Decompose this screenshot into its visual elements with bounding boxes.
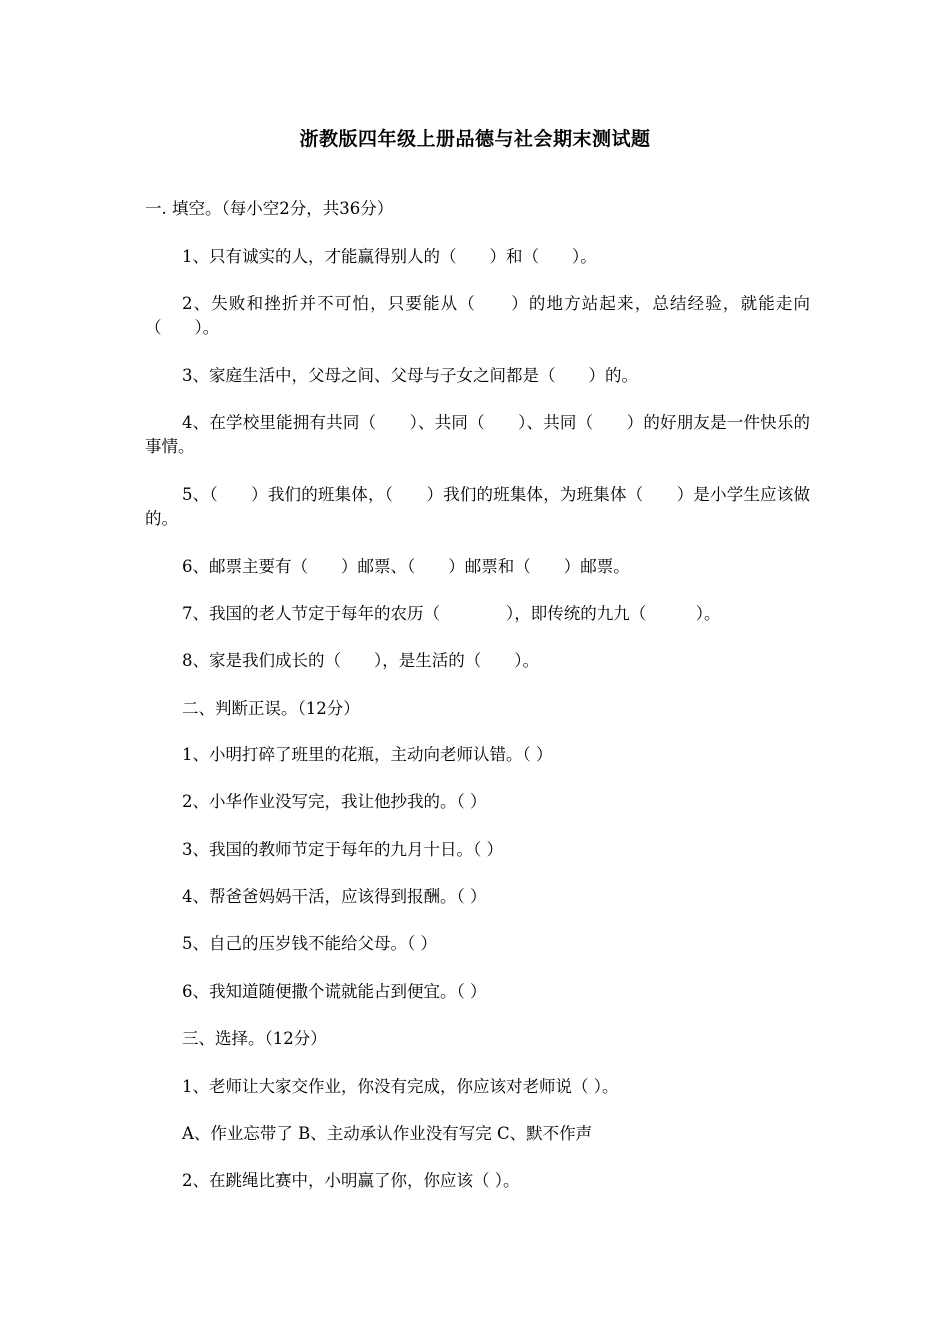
section-heading-fill-in: 一. 填空。（每小空2分，共36分） (145, 199, 394, 218)
question-fill-3: 3、家庭生活中，父母之间、父母与子女之间都是（ ）的。 (182, 366, 638, 385)
question-judge-5: 5、自己的压岁钱不能给父母。（ ） (182, 934, 437, 953)
question-choice-2: 2、在跳绳比赛中，小明赢了你，你应该（ ）。 (182, 1171, 520, 1190)
section-heading-true-false: 二、判断正误。（12分） (182, 699, 360, 718)
question-fill-6: 6、邮票主要有（ ）邮票、（ ）邮票和（ ）邮票。 (182, 557, 630, 576)
question-judge-2: 2、小华作业没写完，我让他抄我的。（ ） (182, 792, 487, 811)
question-fill-5: 5、（ ）我们的班集体，（ ）我们的班集体，为班集体（ ）是小学生应该做的。 (145, 485, 810, 528)
document-title: 浙教版四年级上册品德与社会期末测试题 (299, 128, 651, 150)
question-judge-6: 6、我知道随便撒个谎就能占到便宜。（ ） (182, 982, 487, 1001)
question-fill-8: 8、家是我们成长的（ ），是生活的（ ）。 (182, 651, 539, 670)
question-fill-7: 7、我国的老人节定于每年的农历（ ），即传统的九九（ ）。 (182, 604, 721, 623)
question-choice-1: 1、老师让大家交作业，你没有完成，你应该对老师说（ ）。 (182, 1077, 619, 1096)
section-heading-choice: 三、选择。（12分） (182, 1029, 327, 1048)
question-judge-3: 3、我国的教师节定于每年的九月十日。（ ） (182, 840, 503, 859)
question-fill-1: 1、只有诚实的人，才能赢得别人的（ ）和（ ）。 (182, 247, 597, 266)
question-fill-2: 2、失败和挫折并不可怕，只要能从（ ）的地方站起来，总结经验，就能走向（ ）。 (145, 294, 810, 337)
question-fill-4: 4、在学校里能拥有共同（ ）、共同（ ）、共同（ ）的好朋友是一件快乐的事情。 (145, 413, 810, 456)
question-choice-1-options: A、作业忘带了 B、主动承认作业没有写完 C、默不作声 (182, 1124, 593, 1143)
question-judge-4: 4、帮爸爸妈妈干活，应该得到报酬。（ ） (182, 887, 487, 906)
question-judge-1: 1、小明打碎了班里的花瓶，主动向老师认错。（ ） (182, 745, 553, 764)
